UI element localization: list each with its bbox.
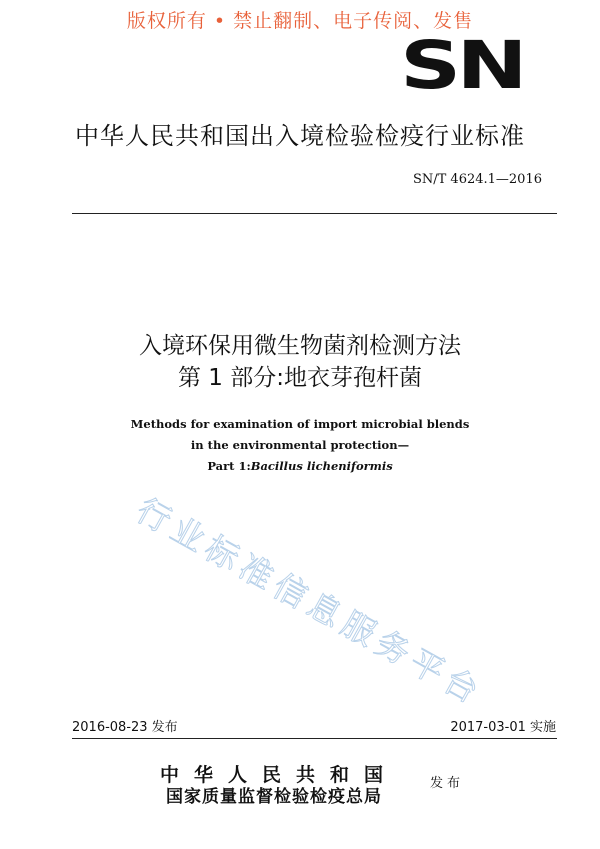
english-title-line-2: in the environmental protection—	[190, 438, 410, 452]
chinese-title-line-1: 入境环保用微生物菌剂检测方法	[139, 333, 461, 359]
organization-title: 中华人民共和国出入境检验检疫行业标准	[75, 122, 525, 150]
implementation-date: 2017-03-01 实施	[450, 720, 556, 735]
english-title-line-3	[0, 456, 600, 477]
bottom-divider	[72, 738, 557, 739]
chinese-title-line-2: 第 1 部分:地衣芽孢杆菌	[177, 365, 422, 391]
copyright-notice: 版权所有 • 禁止翻制、电子传阅、发售	[126, 10, 474, 32]
top-divider	[72, 213, 557, 214]
standard-code: SN/T 4624.1—2016	[412, 172, 542, 187]
sn-logo: SN	[400, 26, 523, 104]
issuer-line-2: 国家质量监督检验检疫总局	[166, 787, 382, 807]
english-title-species: Bacillus licheniformis	[250, 459, 393, 473]
english-title-part: Part 1:	[207, 459, 251, 473]
issuer-line-1: 中华人民共和国	[160, 764, 399, 786]
chinese-title	[0, 330, 600, 394]
watermark: 行业标准信息服务平台	[130, 490, 491, 714]
issuer-action: 发布	[430, 776, 465, 791]
english-title-line-1: Methods for examination of import microbial blends	[130, 417, 470, 431]
issue-date: 2016-08-23 发布	[72, 720, 178, 735]
english-title	[0, 414, 600, 477]
